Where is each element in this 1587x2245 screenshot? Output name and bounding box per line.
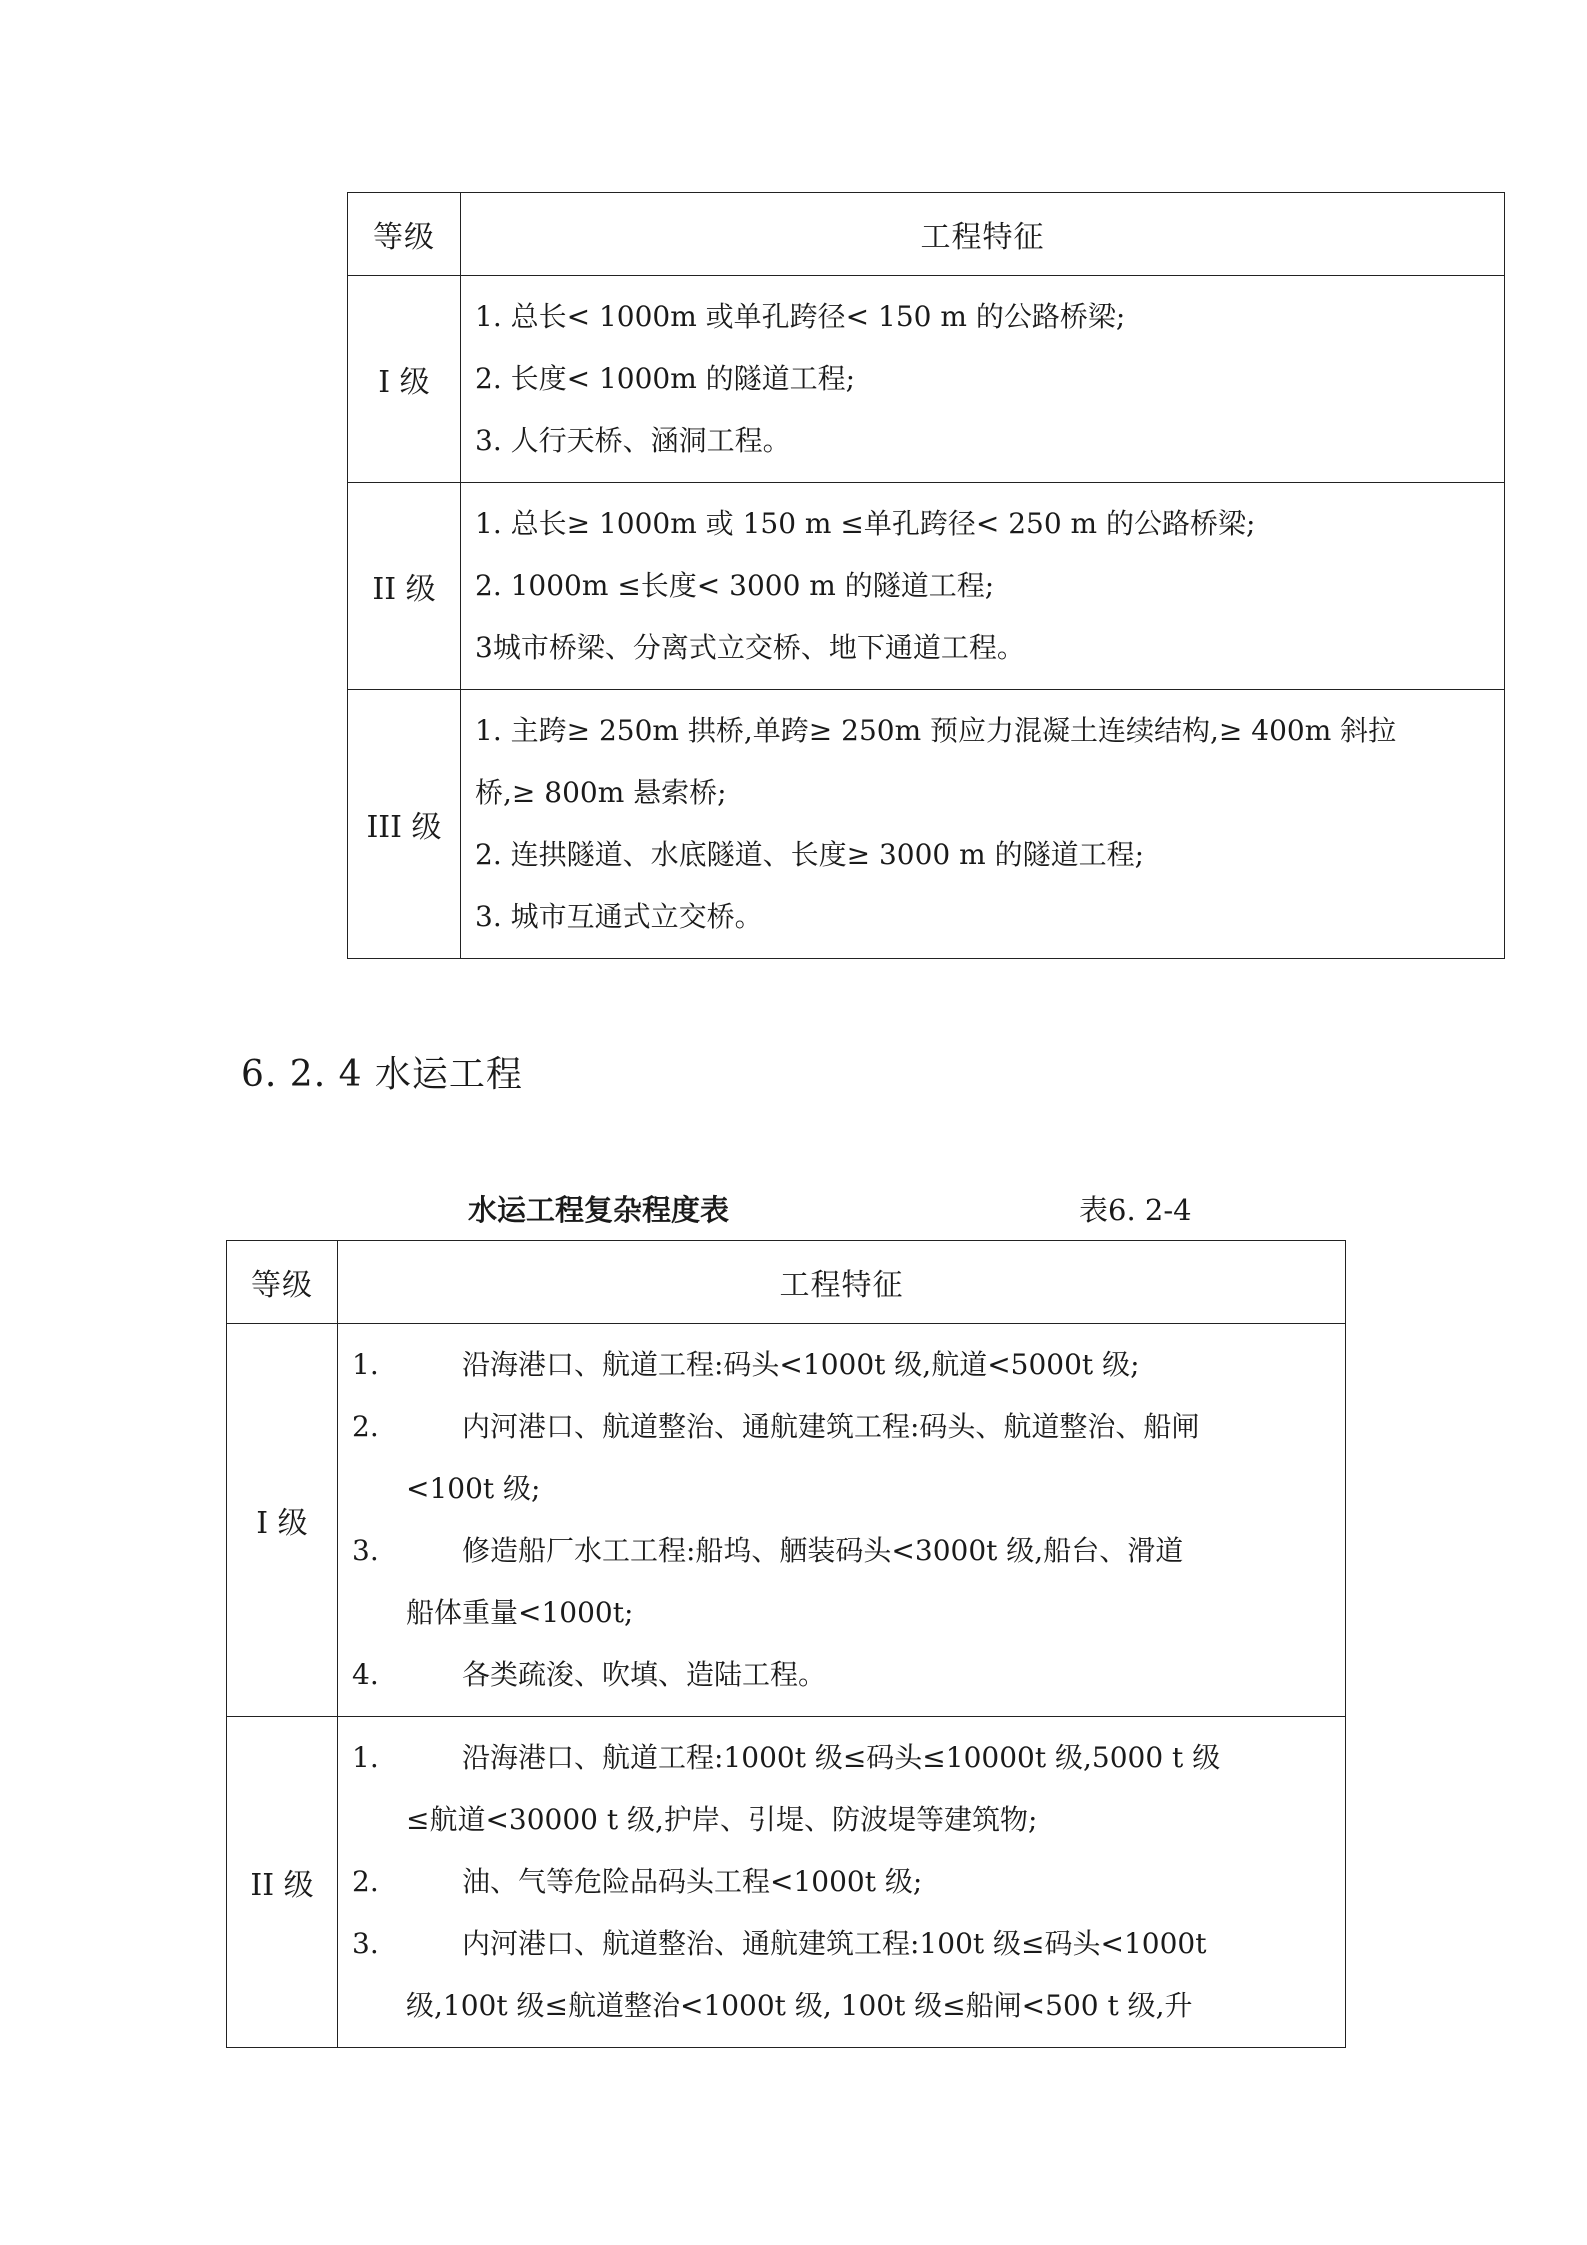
table-row (348, 483, 1505, 690)
feature-item (352, 1644, 1333, 1706)
item-number: 4. (352, 1658, 379, 1691)
feature-line: 3. 城市互通式立交桥。 (475, 900, 763, 933)
features-cell (461, 276, 1505, 483)
feature-line: 3城市桥梁、分离式立交桥、地下通道工程。 (475, 631, 1025, 664)
feature-line: 2. 长度< 1000m 的隧道工程; (475, 362, 856, 395)
header-level: 等级 (227, 1241, 338, 1324)
feature-item (352, 1520, 1333, 1582)
feature-item (352, 1851, 1333, 1913)
features-cell (461, 690, 1505, 959)
features-cell (338, 1717, 1346, 2048)
feature-line: 2. 连拱隧道、水底隧道、长度≥ 3000 m 的隧道工程; (475, 838, 1145, 871)
item-text: 油、气等危险品码头工程<1000t 级; (462, 1865, 923, 1898)
feature-item (352, 1334, 1333, 1396)
item-continuation: <100t 级; (406, 1472, 541, 1505)
table-caption-title: 水运工程复杂程度表 (468, 1193, 730, 1227)
item-number: 3. (352, 1927, 379, 1960)
feature-line: 1. 总长< 1000m 或单孔跨径< 150 m 的公路桥梁; (475, 300, 1126, 333)
item-text: 修造船厂水工工程:船坞、舾装码头<3000t 级,船台、滑道 (462, 1534, 1184, 1567)
table-row (348, 690, 1505, 959)
feature-line: 1. 主跨≥ 250m 拱桥,单跨≥ 250m 预应力混凝土连续结构,≥ 400m 斜拉 (475, 714, 1397, 747)
feature-line: 2. 1000m ≤长度< 3000 m 的隧道工程; (475, 569, 995, 602)
item-text: 内河港口、航道整治、通航建筑工程:码头、航道整治、船闸 (462, 1410, 1200, 1443)
feature-item (352, 1396, 1333, 1458)
features-cell (461, 483, 1505, 690)
level-cell: II 级 (227, 1717, 338, 2048)
feature-line: 桥,≥ 800m 悬索桥; (475, 776, 727, 809)
item-number: 3. (352, 1534, 379, 1567)
item-text: 各类疏浚、吹填、造陆工程。 (462, 1658, 827, 1691)
feature-line: 1. 总长≥ 1000m 或 150 m ≤单孔跨径< 250 m 的公路桥梁; (475, 507, 1256, 540)
header-features: 工程特征 (338, 1241, 1346, 1324)
table-caption-number: 表6. 2-4 (1079, 1193, 1192, 1227)
section-heading: 6. 2. 4 水运工程 (241, 1054, 523, 1095)
item-continuation: 船体重量<1000t; (406, 1596, 634, 1629)
item-number: 2. (352, 1865, 379, 1898)
header-level: 等级 (348, 193, 461, 276)
item-text: 内河港口、航道整治、通航建筑工程:100t 级≤码头<1000t (462, 1927, 1207, 1960)
feature-line: 3. 人行天桥、涵洞工程。 (475, 424, 791, 457)
water-transport-complexity-table (226, 1240, 1346, 2048)
feature-item (352, 1913, 1333, 1975)
header-features: 工程特征 (461, 193, 1505, 276)
item-number: 2. (352, 1410, 379, 1443)
item-number: 1. (352, 1741, 379, 1774)
bridge-tunnel-complexity-table (347, 192, 1505, 959)
feature-item (352, 1727, 1333, 1789)
item-continuation: 级,100t 级≤航道整治<1000t 级, 100t 级≤船闸<500 t 级,升 (406, 1989, 1193, 2022)
features-cell (338, 1324, 1346, 1717)
table-row (348, 276, 1505, 483)
item-text: 沿海港口、航道工程:码头<1000t 级,航道<5000t 级; (462, 1348, 1140, 1381)
item-text: 沿海港口、航道工程:1000t 级≤码头≤10000t 级,5000 t 级 (462, 1741, 1221, 1774)
level-cell: III 级 (348, 690, 461, 959)
item-continuation: ≤航道<30000 t 级,护岸、引堤、防波堤等建筑物; (406, 1803, 1038, 1836)
item-number: 1. (352, 1348, 379, 1381)
level-cell: I 级 (348, 276, 461, 483)
table-row (227, 1717, 1346, 2048)
level-cell: I 级 (227, 1324, 338, 1717)
level-cell: II 级 (348, 483, 461, 690)
table-row (227, 1324, 1346, 1717)
